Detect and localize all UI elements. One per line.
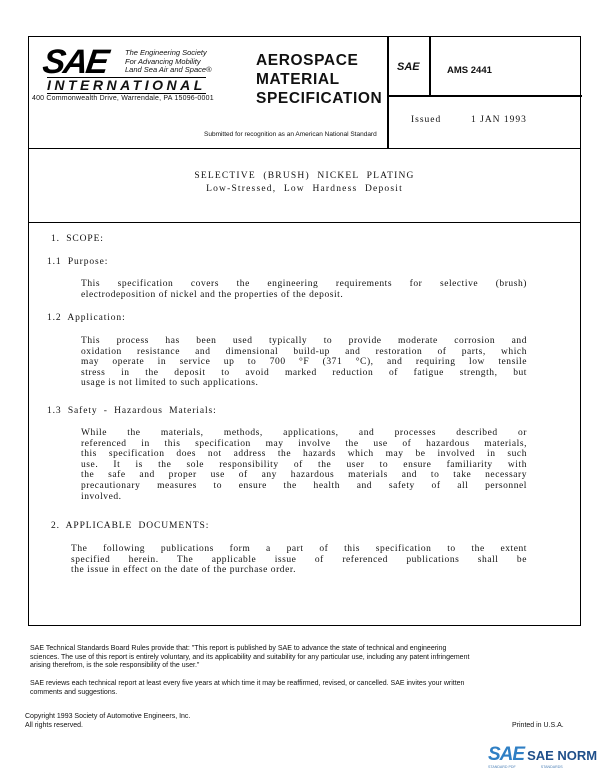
divider	[387, 37, 389, 149]
watermark-subtext: STANDARD PDF STANDARDS	[488, 765, 563, 769]
divider	[429, 37, 431, 95]
title-line-1: SELECTIVE (BRUSH) NICKEL PLATING	[194, 171, 415, 181]
document-frame	[28, 36, 581, 626]
section-1-2-text: This process has been used typically to provide moderate corrosion and oxidation resistance and dimensional build-up and restoration of parts, which may operate in service up to 700 °F (371 °C), and requiring low tensile stress in the deposit to avoid marked reduction of fatigue strength, but usage is not limited to such applications.	[81, 336, 527, 389]
title-line-2: Low-Stressed, Low Hardness Deposit	[206, 184, 403, 194]
review-notice: SAE reviews each technical report at least every five years at which time it may be reaffirmed, revised, or cancelled. SAE invites your written comments and suggestions.	[30, 680, 465, 696]
issued-label: Issued	[411, 115, 442, 125]
section-1-1-heading: 1.1 Purpose:	[47, 257, 109, 267]
section-2-text: The following publications form a part of this specification to the extent specified herein. The applicable issue of referenced publications shall be the issue in effect on the date of the purchase order.	[71, 544, 527, 576]
sae-mark: SAE	[397, 61, 420, 73]
copyright: Copyright 1993 Society of Automotive Engineers, Inc. All rights reserved.	[25, 713, 191, 729]
ansi-note: Submitted for recognition as an American National Standard	[204, 131, 377, 138]
section-1-heading: 1. SCOPE:	[51, 234, 104, 244]
section-2-heading: 2. APPLICABLE DOCUMENTS:	[51, 521, 210, 531]
section-1-3-text: While the materials, methods, applications, and processes described or referenced in this specification may involve the use of hazardous materials, this specification does not address the hazards which may be involved in such use. It is the sole responsibility of the user to ensure familiarity with the safe and proper use of any hazardous materials and to take necessary precautionary measures to ensure the health and safety of all personnel involved.	[81, 428, 527, 502]
watermark-logo: SAE	[488, 744, 525, 765]
society-tagline: The Engineering Society For Advancing Mobility Land Sea Air and Space®	[125, 48, 212, 74]
doc-type: AEROSPACE MATERIAL SPECIFICATION	[256, 52, 383, 107]
sae-norm-watermark	[488, 744, 598, 769]
section-1-1-text: This specification covers the engineering requirements for selective (brush) electrodeposition of nickel and the properties of the deposit.	[81, 279, 527, 300]
address: 400 Commonwealth Drive, Warrendale, PA 15096-0001	[32, 95, 214, 102]
policy-notice: SAE Technical Standards Board Rules provide that: "This report is published by SAE to advance the state of technical and engineering sciences. The use of this report is entirely voluntary, and its applicability and suitability for any particular use, including any patent infringement arising therefrom, is the sole responsibility of the user."	[30, 645, 470, 670]
title-band	[29, 149, 580, 223]
international-label: INTERNATIONAL	[47, 77, 206, 93]
watermark-text: SAE NORM	[527, 748, 598, 763]
issued-date: 1 JAN 1993	[471, 115, 527, 125]
header	[29, 37, 580, 149]
section-1-2-heading: 1.2 Application:	[47, 313, 126, 323]
divider	[387, 95, 582, 97]
sae-logo: SAE	[40, 43, 110, 81]
printed-in: Printed in U.S.A.	[512, 722, 564, 729]
doc-number: AMS 2441	[447, 65, 492, 76]
section-1-3-heading: 1.3 Safety - Hazardous Materials:	[47, 406, 217, 416]
